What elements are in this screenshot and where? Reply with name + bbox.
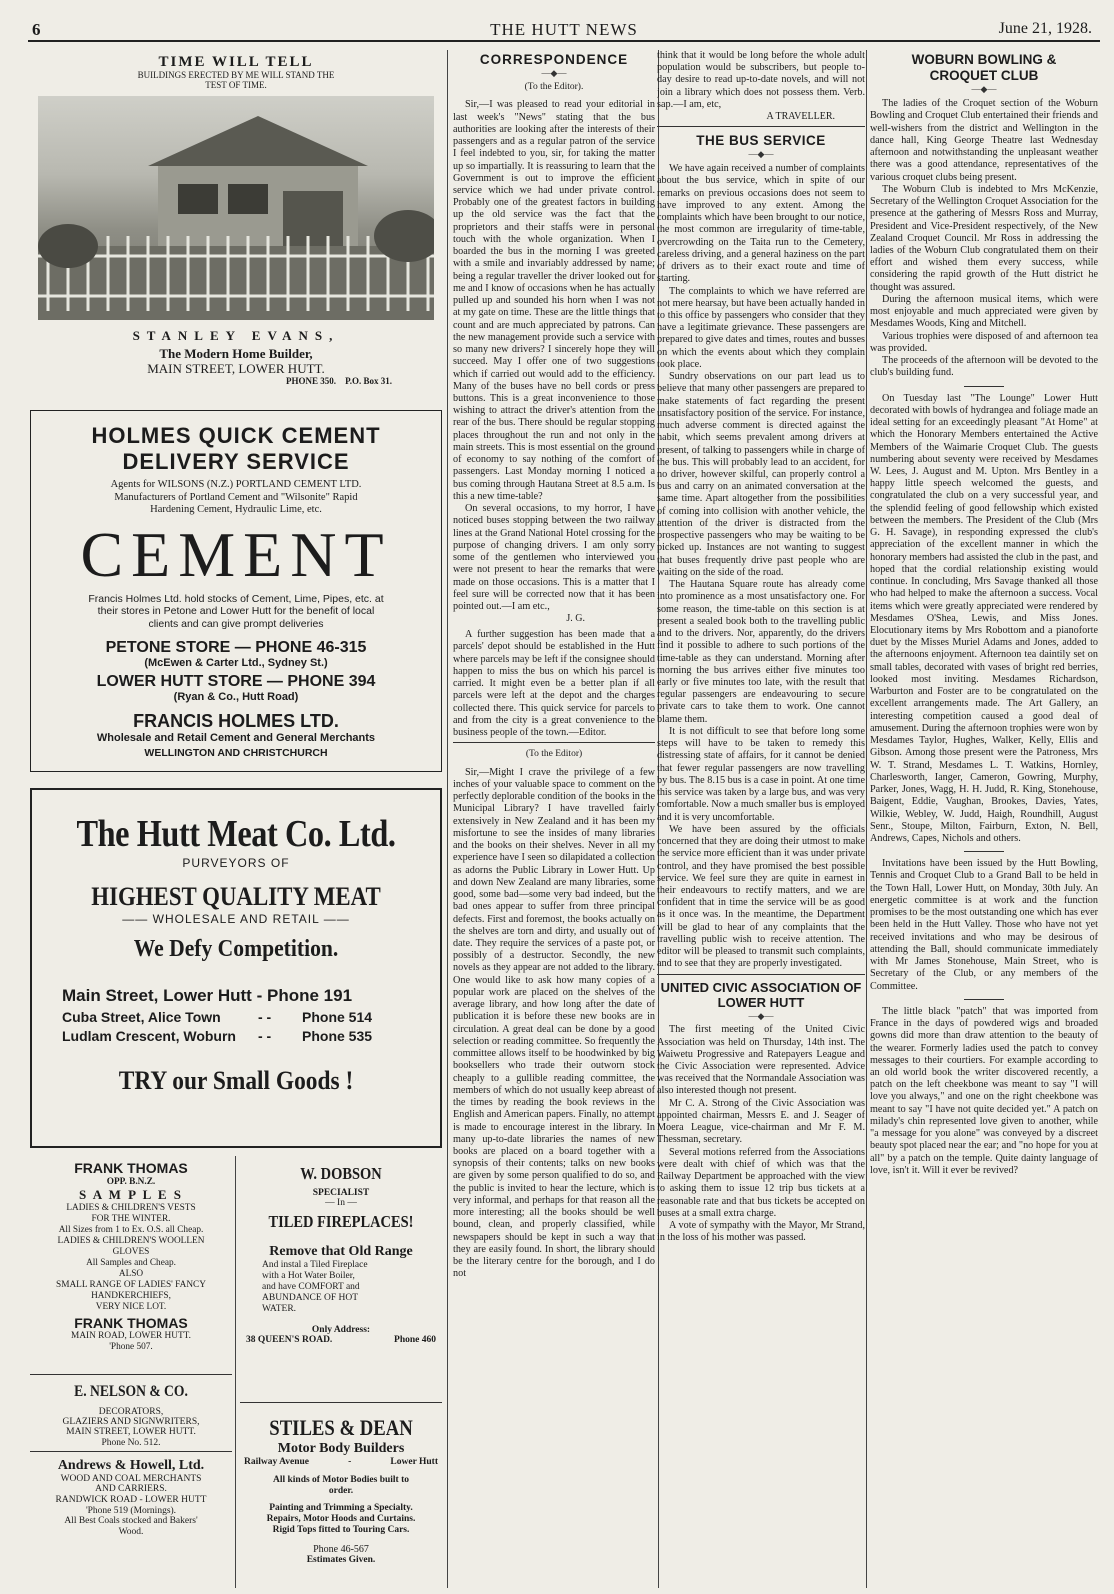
dobson-line: And instal a Tiled Fireplace [262,1260,368,1270]
meat-phone: Phone 514 [302,1008,373,1025]
dobson-line: with a Hot Water Boiler, [262,1270,355,1281]
dobson-remove: Remove that Old Range [269,1244,413,1259]
holmes-agents: Manufacturers of Portland Cement and "Wilsonite" Rapid [114,491,358,503]
nelson-line: GLAZIERS AND SIGNWRITERS, [62,1417,200,1428]
dobson-phone: Phone 460 [394,1334,436,1345]
ornament: —◆— [748,1010,774,1021]
stiles-address-row: Railway Avenue - Lower Hutt [244,1457,438,1467]
bus-paragraph: The complaints to which we have referred are not mere hearsay, but have been actually handed in to this office by passengers who consider that they have a legitimate grievance. These passengers are prepared to give dates and times, routes and busses on which the events about which they complain took place. [657,285,865,370]
holmes-agents: Agents for WILSONS (N.Z.) PORTLAND CEMENT LTD. [110,479,362,490]
evans-sub: TEST OF TIME. [205,79,267,90]
ornament: —◆— [748,149,774,160]
news-column [657,50,865,1588]
lower-hutt-store: LOWER HUTT STORE — PHONE 394 [96,672,376,690]
bus-paragraph: The Hautana Square route has already come into prominence as a most unsatisfactory one. For some reason, the time-table on this section is at present a sealed book both to the travelling public and to the drivers. Nor, apparently, do the drivers find it possible to adhere to such portions of the time-table as they can understand. Morning after morning the bus arrives either five minutes too early or five minutes too late, with the result that regular passengers are endeavouring to secure private cars to take them to work. One cannot blame them. [657,579,865,725]
stiles-town: Lower Hutt [390,1457,438,1467]
meat-line-3: Ludlam Crescent, Woburn - - Phone 535 [62,1027,373,1044]
nelson-line: Phone No. 512. [101,1437,161,1448]
page-number: 6 [32,20,41,39]
meat-try: TRY our Small Goods ! [118,1065,354,1095]
meat-purveyors: PURVEYORS OF [182,856,290,870]
meat-wholesale-text: WHOLESALE AND RETAIL [152,912,320,926]
builder-address: MAIN STREET, LOWER HUTT. [147,361,325,376]
stiles-line: Painting and Trimming a Specialty. [269,1502,413,1513]
thomas-line: ALSO [118,1268,144,1279]
andrews-line: 'Phone 519 (Mornings). [85,1505,177,1516]
stiles-name: STILES & DEAN [269,1415,413,1440]
meat-phone: Phone 191 [267,986,353,1005]
letter-paragraph: Sir,—I was pleased to read your editorial in last week's "News" stating that the bus authorities are looking after the interests of their passengers and as a regular patron of the service I feel indebted to you, sir, for taking the matter up so impartially. It is reassuring to learn that the Government is out to improve the efficient service which we had under private control. Probably one of the greatest factors in building up the old service was the fact that the proprietors and their staffs were in personal touch with the whole organization. When I boarded the bus in the morning I was greeted with a smile and invariably addressed by name; being a regular traveller the driver looked out for me and I know of occasions when he has actually pulled up and sounded his horn when I was not at my gate on time. These are the little things that count and are much appreciated by patrons. Can the new management provide such a service with so many new drivers? I sincerely hope they will succeed. May I offer one of two suggestions which if carried out would add to the efficiency. Many of the buses have no bell cords or press buttons. This is a great inconvenience to those wishing to attract the driver's attention from the rear of the bus. There should be regular stopping places throughout the run and not only in the main streets. This is most essential on the ground of economy to say nothing of the comfort of passengers. Last Monday morning I noticed a bus coming through Hautana Street at 8.5 a.m. Is this a new time-table? [453,99,655,502]
bus-paragraph: It is not difficult to see that before long some steps will have to be taken to remedy this distressing state of affairs, for it cannot be denied that fewer regular passengers are now travelling by bus. The 8.15 bus is a case in point. At one time this service was taken by a large bus, and was very comfortable. Now a much smaller bus is employed and it is very uncomfortable. [657,725,865,823]
holmes-stock: their stores in Petone and Lower Hutt for the benefit of local [97,605,375,618]
dobson-line: WATER. [262,1303,297,1314]
dobson-in: — In — [325,1198,357,1208]
thomas-line: All Sizes from 1 to Ex. O.S. all Cheap. [58,1224,204,1235]
dobson-tiled: TILED FIREPLACES! [268,1212,414,1231]
frank-thomas-advert [30,1160,232,1372]
nelson-advert [30,1374,232,1452]
builder-name: STANLEY EVANS, [132,328,340,343]
editor-note: A further suggestion has been made that a parcels' depot should be established in the Hutt where parcels may be left if the consignee should happen to miss the bus on which his parcel is carried. It might even be a better plan if all parcels were left at the depot and the charges collected there. This quick service for parcels to and from the city is a great convenience to the business people of the town.—Editor. [453,629,655,739]
thomas-samples: S A M P L E S [78,1187,184,1203]
andrews-name: Andrews & Howell, Ltd. [57,1458,205,1473]
nelson-line: DECORATORS, [98,1406,164,1417]
woburn-paragraph: During the afternoon musical items, which were most enjoyable and much appreciated were given by Mesdames Woods, King and Mitchell. [870,293,1098,330]
letter-signature: A TRAVELLER. [766,111,835,123]
stiles-dean-advert [240,1402,442,1588]
andrews-line: RANDWICK ROAD - LOWER HUTT [55,1494,207,1505]
stiles-line: order. [328,1485,354,1496]
builder-phone: PHONE 350. [286,376,337,386]
meat-quality: HIGHEST QUALITY MEAT [91,882,381,911]
bus-paragraph: Sundry observations on our part lead us to believe that many other passengers are prepared to make statements of fact regarding the present unsatisfactory position of the service. For instance, much adverse comment is directed against the habit, which seems prevalent among drivers at present, of talking to passengers while in charge of the bus. This will probably lead to an accident, for no driver, however skilful, can properly control a bus and carry on an animated conversation at the same time. Apart altogether from the possibilities of coming into collision with another vehicle, the attention of the driver is distracted from the prospective passengers who may be waiting to be picked up. Instances are not wanting to suggest that buses frequently drive past people who are waiting on the side of the road. [657,371,865,578]
lower-hutt-store-sub: (Ryan & Co., Hutt Road) [173,690,299,703]
thomas-line: VERY NICE LOT. [95,1301,167,1312]
thomas-line: FOR THE WINTER. [91,1213,171,1224]
meat-line-2: Cuba Street, Alice Town - - Phone 514 [62,1008,373,1025]
ornament: —◆— [971,84,997,95]
meat-line-1 [62,985,440,1008]
stiles-sub: Motor Body Builders [277,1441,405,1456]
woburn-heading: WOBURN BOWLING & CROQUET CLUB [911,52,1057,84]
civic-paragraph: The first meeting of the United Civic Association was held on Thursday, 14th inst. The Waiwetu Progressive and Ratepayers League and the Civic Association were represented. Advice was received that the Normandale Association was also interested though not present. [657,1024,865,1097]
thomas-line: GLOVES [112,1246,150,1257]
cement-word: CEMENT [80,518,392,590]
holmes-cement-advert [30,410,442,772]
thomas-address: MAIN ROAD, LOWER HUTT. [71,1331,191,1342]
stiles-line: All kinds of Motor Bodies built to [272,1475,409,1485]
thomas-line: LADIES & CHILDREN'S WOOLLEN [57,1235,205,1246]
bus-service-heading: THE BUS SERVICE [696,133,826,149]
ball-paragraph: Invitations have been issued by the Hutt Bowling, Tennis and Croquet Club to a Grand Ball to be held in the Town Hall, Lower Hutt, on Monday, 30th July. An energetic committee is at work and the function promises to be the most outstanding one which has ever been held in the Hutt Valley. Those who have not yet received invitations and who may be desirous of attending the Ball, should communicate immediately with Mr James Stonehouse, Main Street, who is Secretary of the Club, or any members of the Committee. [870,858,1098,992]
woburn-paragraph: The ladies of the Croquet section of the Woburn Bowling and Croquet Club entertained their friends and well-wishers from the district and Wellington in the dance hall, King George Theatre last Wednesday afternoon and notwithstanding the unpleasant weather there was a good attendance, representatives of the various croquet clubs being present. [870,98,1098,183]
stiles-phone: Phone 46-567 [313,1543,369,1555]
holmes-stock: clients and can give prompt deliveries [148,617,324,630]
builder-contacts [286,376,392,386]
newspaper-name: THE HUTT NEWS [490,20,638,39]
petone-store: PETONE STORE — PHONE 46-315 [105,638,367,656]
andrews-advert [30,1458,232,1578]
bus-paragraph: We have again received a number of complaints about the bus service, which in spite of our remarks on previous occasions does not seem to have improved to any extent. Among the complaints which have been brought to our notice, the most common are irregularity of time-table, overcrowding on the Taita run to the Cemetery, careless driving, and a general haziness on the part of drivers as to their exact route and time of starting. [657,163,865,285]
holmes-heading: DELIVERY SERVICE [122,449,350,474]
thomas-name-2: FRANK THOMAS [74,1314,188,1331]
thomas-line: LADIES & CHILDREN'S VESTS [66,1202,196,1213]
nelson-line: MAIN STREET, LOWER HUTT. [66,1427,196,1438]
stiles-line: Repairs, Motor Hoods and Curtains. [266,1513,416,1524]
waimarie-paragraph: On Tuesday last "The Lounge" Lower Hutt decorated with bowls of hydrangea and foliage made an ideal setting for an exceedingly pleasant "At Home" at which the Honorary Members entertained the Active Members of the Waimarie Croquet Club. The guests numbering about seventy were received by Mesdames W. Lees, J. August and M. Upton. Mrs Bentley in a happy little speech welcomed the guests, and congratulated the club on a very successful year, and the splendid feeling of good fellowship which existed between the members. The President of the Club (Mrs G. H. Savage), in responding expressed the club's appreciation of the excellent manner in which the honorary members had assisted the club in the past, and hoped that the cordial relationship existing would continue. In concluding, Mrs Savage thanked all those who had helped to make the afternoon a success. Vocal items which were greatly appreciated were rendered by Mesdames O'Shea, Lewis, and Miss Jones. Elocutionary items by Mrs Robottom and a pianoforte duet by the Misses Muriel Adams and Jones, added to the afternoons enjoyment. Afternoon tea daintily set on small tables, decorated with vases of bright red berries, looked most inviting. Mesdames Richardson, Warburton and Foster are to be congratulated on the excellent arrangements made. The Art Gallery, an interesting competition caused a good deal of amusement. During the afternoon trophies were won by Mesdames Taylor, Hughes, Walker, Kelly, Ellis and Gibson. Among those present were the Patroness, Mrs W. T. Strand, Mesdames L. T. Watkins, Hornley, Charlesworth, Ianger, Cameron, Gowring, Murphy, Parker, Jones, Wagg, H. H. Judd, R. King, Stonehouse, Baigent, Eddie, Vaughan, Brookes, Davies, Yates, Wilkie, Webley, W. Judd, Haigh, Roundhill, August Senr., Stoupe, Milton, Fairburn, Exton, N. Bell, Andrews, Capes, Nichols and others. [870,392,1098,844]
meat-company-name: The Hutt Meat Co. Ltd. [76,813,396,855]
petone-store-sub: (McEwen & Carter Ltd., Sydney St.) [144,656,328,669]
andrews-line: Wood. [118,1526,144,1537]
holmes-firm-sub: Wholesale and Retail Cement and General Merchants [96,731,376,744]
civic-paragraph: A vote of sympathy with the Mayor, Mr Strand, in the loss of his mother was passed. [657,1220,865,1244]
letter-paragraph: On several occasions, to my horror, I have noticed buses stopping between the two railway lines at the Grand National Hotel crossing for the purpose of changing drivers. I am only sorry some of the gentlemen who interviewed you were not present to hear the remarks that were made on those occasions. This is a matter that I feel sure will be corrected now that it has been pointed out.—I am etc., [453,503,655,612]
social-column [870,50,1098,1588]
dobson-address-row [240,1335,442,1345]
woburn-paragraph: The proceeds of the afternoon will be devoted to the club's building fund. [870,355,1098,379]
thomas-line: All Samples and Cheap. [86,1257,176,1268]
meat-phone: Phone 535 [302,1027,373,1044]
letter-continuation: think that it would be long before the whole adult population would be subscribers, but people to-day desire to read up-to-date novels, and will not join a library which does not possess them. Verb. sap.—I am, etc, [657,50,865,110]
house-photo [38,96,434,320]
dobson-advert [240,1160,442,1372]
dobson-line: and have COMFORT and [262,1281,360,1292]
thomas-name: FRANK THOMAS [74,1160,188,1176]
letter-paragraph: Sir,—Might I crave the privilege of a few inches of your valuable space to comment on the perfectly deplorable condition of the books in the Municipal Library? I have travelled fairly extensively in New Zealand and it has been my misfortune to see the insides of many libraries and the books on their shelves. Never in all my experience have I seen so dilapidated a collection as adorns the Public Library in Lower Hutt. Up and down New Zealand are many libraries, some good, some bad—some very bad indeed, but the bad ones appear to suffer from three principal defects. First and foremost, the books actually on the shelves are torn and dirty, and usually out of date. They require the services of a paste pot, or possibly of a destructor. Secondly, the new novels as they appear are not added to the library. One would like to ask how many copies of a popular work are placed on the shelves of the average library, and how long after the date of publication it is before these new books are in circulation. A great deal can be done by a good selection or reading committee. So frequently the committee allows itself to be hoodwinked by big booksellers who trade their outworn stock cheaply to a gullible reading committee, the members of which do not usually keep abreast of the times by reading the book reviews in the English and American papers. Finally, no attempt is made to encourage interest in the library. In many up-to-date libraries the names of new books are placed on a board together with a synopsis of their contents; talks on new books are given by some person qualified to do so, and the public is invited to hear the lecture, which is very informal, and perhaps for that reason all the more interesting; all the books should be well bound, clean, and properly classified, while newspapers should be kept in such a way that they are easily found. In short, the library should be the literary centre for the borough, and I do not [453,766,655,1280]
evans-advert [30,54,442,384]
dobson-only: Only Address: [311,1324,371,1335]
andrews-line: All Best Coals stocked and Bakers' [64,1516,198,1527]
column-rule [447,50,448,1588]
patch-paragraph: The little black "patch" that was imported from France in the days of powdered wigs and broaded gowns did more than draw attention to the beauty of the wearer. Formerly ladies used the patch to convey messages to their courtiers. For example according to an old world book the writer discovered recently, a patch on the left cheekbone was meant to say "I will love you always," and one on the right cheekbone was meant to say "I have not quite decided yet." A patch on milady's chin represented love given to another, while "a message for you alone" was conveyed by a discreet beauty spot placed near the ear; and "no hope for you at all" by a patch on the temple. Quite dainty language of love, isn't it. Will it ever be revived? [870,1005,1098,1176]
meat-shop: Cuba Street, Alice Town [62,1008,221,1025]
advert-column [30,50,442,1588]
stiles-estimates: Estimates Given. [306,1554,376,1565]
civic-paragraph: Several motions referred from the Associations were dealt with chief of which was that the Railway Department be approached with the view to asking them to issue 12 trip bus tickets at a reasonable rate and that bus tickets be accepted on buses at a small extra charge. [657,1146,865,1219]
thomas-line: HANDKERCHIEFS, [91,1290,171,1301]
house-illustration [38,96,434,320]
evans-heading: TIME WILL TELL [158,54,314,70]
evans-sub: BUILDINGS ERECTED BY ME WILL STAND THE [137,70,335,80]
nelson-name: E. NELSON & CO. [74,1383,188,1400]
thomas-opp: OPP. B.N.Z. [106,1176,156,1187]
bus-paragraph: We have been assured by the officials concerned that they are doing their utmost to make the service more efficient than it was under private control, and they have promised the best possible service. We feel sure they are quite in earnest in their endeavours to rectify matters, and we are confident that in time the service will be as good as it once was. In the meantime, the Department will be glad to hear of any complaints that the travelling public wish to receive attention. The editor will be pleased to transmit such complaints, and to see that they are properly investigated. [657,823,865,970]
meat-dash: - [256,986,263,1005]
civic-paragraph: Mr C. A. Strong of the Civic Association was appointed chairman, Messrs E. and J. Seager of Moera League, vice-chairman and Mr F. M. Thessman, secretary. [657,1097,865,1146]
holmes-cities: WELLINGTON AND CHRISTCHURCH [144,746,328,759]
masthead [28,18,1100,42]
meat-shop: Ludlam Crescent, Woburn [62,1027,236,1044]
meat-defy: We Defy Competition. [133,936,339,962]
thomas-line: SMALL RANGE OF LADIES' FANCY [56,1279,206,1290]
meat-wholesale: —— WHOLESALE AND RETAIL —— [122,912,350,926]
letter-signature: J. G. [566,613,585,625]
meat-shop: Main Street, Lower Hutt [62,986,252,1005]
dobson-name: W. DOBSON [300,1164,382,1183]
dobson-address: 38 QUEEN'S ROAD. [246,1334,333,1345]
to-editor: (To the Editor) [525,749,583,760]
holmes-agents: Hardening Cement, Hydraulic Lime, etc. [150,504,322,516]
hutt-meat-advert [30,788,442,1148]
stiles-avenue: Railway Avenue [244,1457,310,1467]
holmes-firm: FRANCIS HOLMES LTD. [133,710,339,731]
holmes-stock: Francis Holmes Ltd. hold stocks of Cement, Lime, Pipes, etc. at [88,592,384,605]
civic-heading: UNITED CIVIC ASSOCIATION OF LOWER HUTT [660,979,862,1010]
to-editor: (To the Editor). [524,81,584,92]
woburn-paragraph: Various trophies were disposed of and afternoon tea was provided. [870,330,1098,354]
andrews-line: WOOD AND COAL MERCHANTS [60,1473,202,1484]
builder-title: The Modern Home Builder, [159,346,313,361]
dobson-spec: SPECIALIST [312,1188,370,1198]
thomas-phone: 'Phone 507. [109,1341,153,1352]
dobson-line: ABUNDANCE OF HOT [262,1292,359,1303]
column-rule [866,50,867,1588]
correspondence-column [453,50,655,1588]
correspondence-heading: CORRESPONDENCE [479,52,629,67]
woburn-paragraph: The Woburn Club is indebted to Mrs McKenzie, Secretary of the Wellington Croquet Association for the presence at the gathering of Messrs Ross and Murray, President and Vice-President respectively, of the New Zealand Croquet Council. Mr Ross in addressing the ladies of the Woburn Club congratulated them on their effort and wished them every success, while considering the rapid growth of the Hutt district he thought was assured. [870,183,1098,293]
holmes-heading: HOLMES QUICK CEMENT [91,423,381,448]
stiles-line: Rigid Tops fitted to Touring Cars. [272,1524,410,1535]
issue-date: June 21, 1928. [998,20,1092,37]
column-rule [235,1156,236,1588]
builder-pobox: P.O. Box 31. [345,376,392,386]
andrews-line: AND CARRIERS. [95,1484,167,1495]
ornament: —◆— [541,68,567,79]
